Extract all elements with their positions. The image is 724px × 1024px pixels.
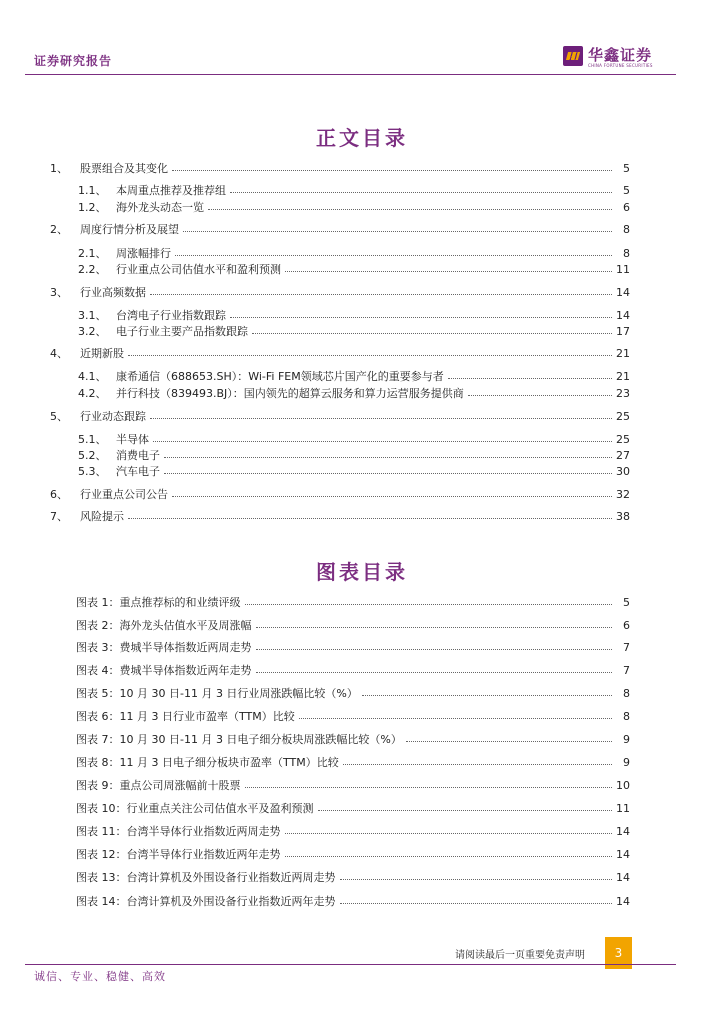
toc-entry[interactable] bbox=[50, 346, 630, 362]
toc-leader-dots bbox=[230, 183, 612, 193]
figure-entry[interactable] bbox=[76, 640, 630, 656]
toc-entry-page: 6 bbox=[623, 201, 630, 214]
toc-leader-dots bbox=[164, 464, 612, 474]
toc-entry-label: 行业动态跟踪 bbox=[80, 410, 146, 423]
toc-entry-page: 25 bbox=[616, 410, 630, 423]
toc-entry-label: 近期新股 bbox=[80, 347, 124, 360]
toc-entry-number: 4、 bbox=[50, 347, 68, 360]
toc-entry-number: 5.3、 bbox=[78, 465, 107, 478]
figure-entry-page: 14 bbox=[616, 871, 630, 884]
figure-leader-dots bbox=[256, 618, 613, 628]
toc-entry-label: 康希通信（688653.SH）：Wi-Fi FEM领域芯片国产化的重要参与者 bbox=[116, 370, 444, 383]
toc-leader-dots bbox=[252, 324, 612, 334]
toc-entry[interactable] bbox=[78, 246, 630, 262]
toc-leader-dots bbox=[128, 509, 612, 519]
toc-entry-label: 股票组合及其变化 bbox=[80, 162, 168, 175]
toc-entry-page: 5 bbox=[623, 162, 630, 175]
figure-entry-page: 5 bbox=[623, 596, 630, 609]
toc-entry-page: 11 bbox=[616, 263, 630, 276]
toc-entry-label: 电子行业主要产品指数跟踪 bbox=[116, 325, 248, 338]
toc-entry-label: 行业重点公司公告 bbox=[80, 488, 168, 501]
header-divider bbox=[25, 74, 676, 75]
company-slogan: 诚信、专业、稳健、高效 bbox=[34, 970, 166, 983]
toc-entry-number: 5.1、 bbox=[78, 433, 107, 446]
figure-entry-page: 8 bbox=[623, 687, 630, 700]
toc-entry[interactable] bbox=[50, 487, 630, 503]
figure-entry-label: 图表 5：10 月 30 日-11 月 3 日行业周涨跌幅比较（%） bbox=[76, 687, 358, 700]
figure-entry-page: 6 bbox=[623, 619, 630, 632]
figure-entry-label: 图表 6：11 月 3 日行业市盈率（TTM）比较 bbox=[76, 710, 295, 723]
toc-entry-page: 27 bbox=[616, 449, 630, 462]
figure-leader-dots bbox=[285, 824, 613, 834]
toc-entry-number: 1、 bbox=[50, 162, 68, 175]
toc-entry[interactable] bbox=[78, 464, 630, 480]
toc-entry-page: 38 bbox=[616, 510, 630, 523]
report-type-label: 证券研究报告 bbox=[34, 54, 113, 68]
toc-entry-page: 25 bbox=[616, 433, 630, 446]
figure-entry[interactable] bbox=[76, 732, 630, 748]
figure-entry-page: 9 bbox=[623, 733, 630, 746]
toc-entry-label: 消费电子 bbox=[116, 449, 160, 462]
toc-leader-dots bbox=[208, 200, 612, 210]
toc-entry[interactable] bbox=[50, 161, 630, 177]
logo-mark-icon bbox=[563, 46, 583, 66]
figure-entry[interactable] bbox=[76, 847, 630, 863]
figure-entry-label: 图表 11：台湾半导体行业指数近两周走势 bbox=[76, 825, 281, 838]
toc-entry-label: 行业高频数据 bbox=[80, 286, 146, 299]
toc-entry[interactable] bbox=[78, 200, 630, 216]
disclaimer-note: 请阅读最后一页重要免责声明 bbox=[455, 950, 585, 961]
figure-entry-label: 图表 10：行业重点关注公司估值水平及盈利预测 bbox=[76, 802, 314, 815]
toc-entry[interactable] bbox=[78, 183, 630, 199]
toc-entry[interactable] bbox=[78, 324, 630, 340]
toc-entry-page: 14 bbox=[616, 309, 630, 322]
toc-entry-page: 17 bbox=[616, 325, 630, 338]
figure-leader-dots bbox=[256, 640, 613, 650]
toc-entry-page: 21 bbox=[616, 370, 630, 383]
toc-leader-dots bbox=[164, 448, 612, 458]
toc-leader-dots bbox=[175, 246, 612, 256]
toc-entry[interactable] bbox=[78, 369, 630, 385]
toc-leader-dots bbox=[153, 432, 612, 442]
footer-divider bbox=[25, 964, 676, 965]
toc-entry-page: 8 bbox=[623, 247, 630, 260]
toc-entry[interactable] bbox=[50, 409, 630, 425]
figure-entry-label: 图表 1：重点推荐标的和业绩评级 bbox=[76, 596, 241, 609]
figure-leader-dots bbox=[343, 755, 612, 765]
toc-entry-number: 3、 bbox=[50, 286, 68, 299]
figure-entry[interactable] bbox=[76, 618, 630, 634]
toc-entry-page: 5 bbox=[623, 184, 630, 197]
toc-entry[interactable] bbox=[78, 386, 630, 402]
toc-entry-page: 23 bbox=[616, 387, 630, 400]
toc-entry[interactable] bbox=[78, 308, 630, 324]
figure-entry-label: 图表 12：台湾半导体行业指数近两年走势 bbox=[76, 848, 281, 861]
figure-entry[interactable] bbox=[76, 870, 630, 886]
toc-entry-number: 2.1、 bbox=[78, 247, 107, 260]
figure-leader-dots bbox=[340, 870, 613, 880]
figure-entry-label: 图表 13：台湾计算机及外围设备行业指数近两周走势 bbox=[76, 871, 336, 884]
figure-entry-page: 8 bbox=[623, 710, 630, 723]
figure-entry-label: 图表 8：11 月 3 日电子细分板块市盈率（TTM）比较 bbox=[76, 756, 339, 769]
toc-entry[interactable] bbox=[78, 262, 630, 278]
figure-leader-dots bbox=[285, 847, 613, 857]
toc-leader-dots bbox=[468, 386, 612, 396]
toc-entry-number: 1.1、 bbox=[78, 184, 107, 197]
toc-entry-label: 台湾电子行业指数跟踪 bbox=[116, 309, 226, 322]
toc-entry-page: 32 bbox=[616, 488, 630, 501]
toc-entry-label: 汽车电子 bbox=[116, 465, 160, 478]
figure-entry-label: 图表 7：10 月 30 日-11 月 3 日电子细分板块周涨跌幅比较（%） bbox=[76, 733, 402, 746]
toc-entry[interactable] bbox=[50, 285, 630, 301]
figure-leader-dots bbox=[340, 894, 613, 904]
figure-entry-page: 7 bbox=[623, 664, 630, 677]
toc-entry-number: 4.1、 bbox=[78, 370, 107, 383]
figure-entry-label: 图表 14：台湾计算机及外围设备行业指数近两年走势 bbox=[76, 895, 336, 908]
toc-entry-number: 5、 bbox=[50, 410, 68, 423]
toc-entry-page: 8 bbox=[623, 223, 630, 236]
toc-entry-page: 14 bbox=[616, 286, 630, 299]
toc-leader-dots bbox=[448, 369, 612, 379]
toc-entry-page: 21 bbox=[616, 347, 630, 360]
toc-entry-page: 30 bbox=[616, 465, 630, 478]
figure-entry[interactable] bbox=[76, 686, 630, 702]
figure-entry-label: 图表 4：费城半导体指数近两年走势 bbox=[76, 664, 252, 677]
page-number: 3 bbox=[605, 937, 632, 969]
company-logo bbox=[563, 46, 663, 70]
figure-entry[interactable] bbox=[76, 824, 630, 840]
toc-leader-dots bbox=[128, 346, 612, 356]
figure-entry[interactable] bbox=[76, 894, 630, 910]
figure-entry[interactable] bbox=[76, 755, 630, 771]
figure-leader-dots bbox=[299, 709, 612, 719]
figure-entry-label: 图表 9：重点公司周涨幅前十股票 bbox=[76, 779, 241, 792]
figures-title: 图表目录 bbox=[316, 560, 408, 584]
figure-entry-page: 10 bbox=[616, 779, 630, 792]
toc-entry-number: 3.1、 bbox=[78, 309, 107, 322]
toc-entry-number: 6、 bbox=[50, 488, 68, 501]
toc-entry-label: 行业重点公司估值水平和盈利预测 bbox=[116, 263, 281, 276]
toc-entry-label: 周度行情分析及展望 bbox=[80, 223, 179, 236]
toc-entry-label: 并行科技（839493.BJ）：国内领先的超算云服务和算力运营服务提供商 bbox=[116, 387, 464, 400]
toc-entry-label: 风险提示 bbox=[80, 510, 124, 523]
figure-entry[interactable] bbox=[76, 778, 630, 794]
toc-entry-number: 5.2、 bbox=[78, 449, 107, 462]
logo-subtitle: CHINA FORTUNE SECURITIES bbox=[588, 63, 653, 68]
toc-entry-number: 2、 bbox=[50, 223, 68, 236]
figure-entry[interactable] bbox=[76, 801, 630, 817]
toc-entry-label: 海外龙头动态一览 bbox=[116, 201, 204, 214]
toc-entry-number: 3.2、 bbox=[78, 325, 107, 338]
toc-entry-number: 4.2、 bbox=[78, 387, 107, 400]
figure-leader-dots bbox=[318, 801, 613, 811]
toc-entry-number: 7、 bbox=[50, 510, 68, 523]
toc-leader-dots bbox=[150, 409, 612, 419]
figure-leader-dots bbox=[256, 663, 613, 673]
toc-entry[interactable] bbox=[50, 222, 630, 238]
toc-entry-label: 周涨幅排行 bbox=[116, 247, 171, 260]
figure-entry-page: 14 bbox=[616, 825, 630, 838]
figure-leader-dots bbox=[362, 686, 612, 696]
toc-entry-number: 1.2、 bbox=[78, 201, 107, 214]
figure-entry-label: 图表 3：费城半导体指数近两周走势 bbox=[76, 641, 252, 654]
toc-entry[interactable] bbox=[78, 448, 630, 464]
figure-entry-label: 图表 2：海外龙头估值水平及周涨幅 bbox=[76, 619, 252, 632]
figure-entry-page: 14 bbox=[616, 895, 630, 908]
figure-entry-page: 14 bbox=[616, 848, 630, 861]
toc-title: 正文目录 bbox=[316, 126, 408, 150]
figure-leader-dots bbox=[245, 595, 613, 605]
toc-leader-dots bbox=[183, 222, 612, 232]
toc-leader-dots bbox=[230, 308, 612, 318]
toc-leader-dots bbox=[172, 161, 612, 171]
toc-leader-dots bbox=[150, 285, 612, 295]
toc-leader-dots bbox=[172, 487, 612, 497]
figure-entry-page: 11 bbox=[616, 802, 630, 815]
logo-name: 华鑫证券 bbox=[588, 46, 653, 64]
toc-entry-label: 半导体 bbox=[116, 433, 149, 446]
toc-entry[interactable] bbox=[50, 509, 630, 525]
figure-leader-dots bbox=[245, 778, 613, 788]
figure-entry-page: 7 bbox=[623, 641, 630, 654]
figure-entry[interactable] bbox=[76, 709, 630, 725]
toc-entry-label: 本周重点推荐及推荐组 bbox=[116, 184, 226, 197]
toc-leader-dots bbox=[285, 262, 612, 272]
figure-leader-dots bbox=[406, 732, 612, 742]
toc-entry[interactable] bbox=[78, 432, 630, 448]
figure-entry[interactable] bbox=[76, 595, 630, 611]
figure-entry-page: 9 bbox=[623, 756, 630, 769]
figure-entry[interactable] bbox=[76, 663, 630, 679]
toc-entry-number: 2.2、 bbox=[78, 263, 107, 276]
